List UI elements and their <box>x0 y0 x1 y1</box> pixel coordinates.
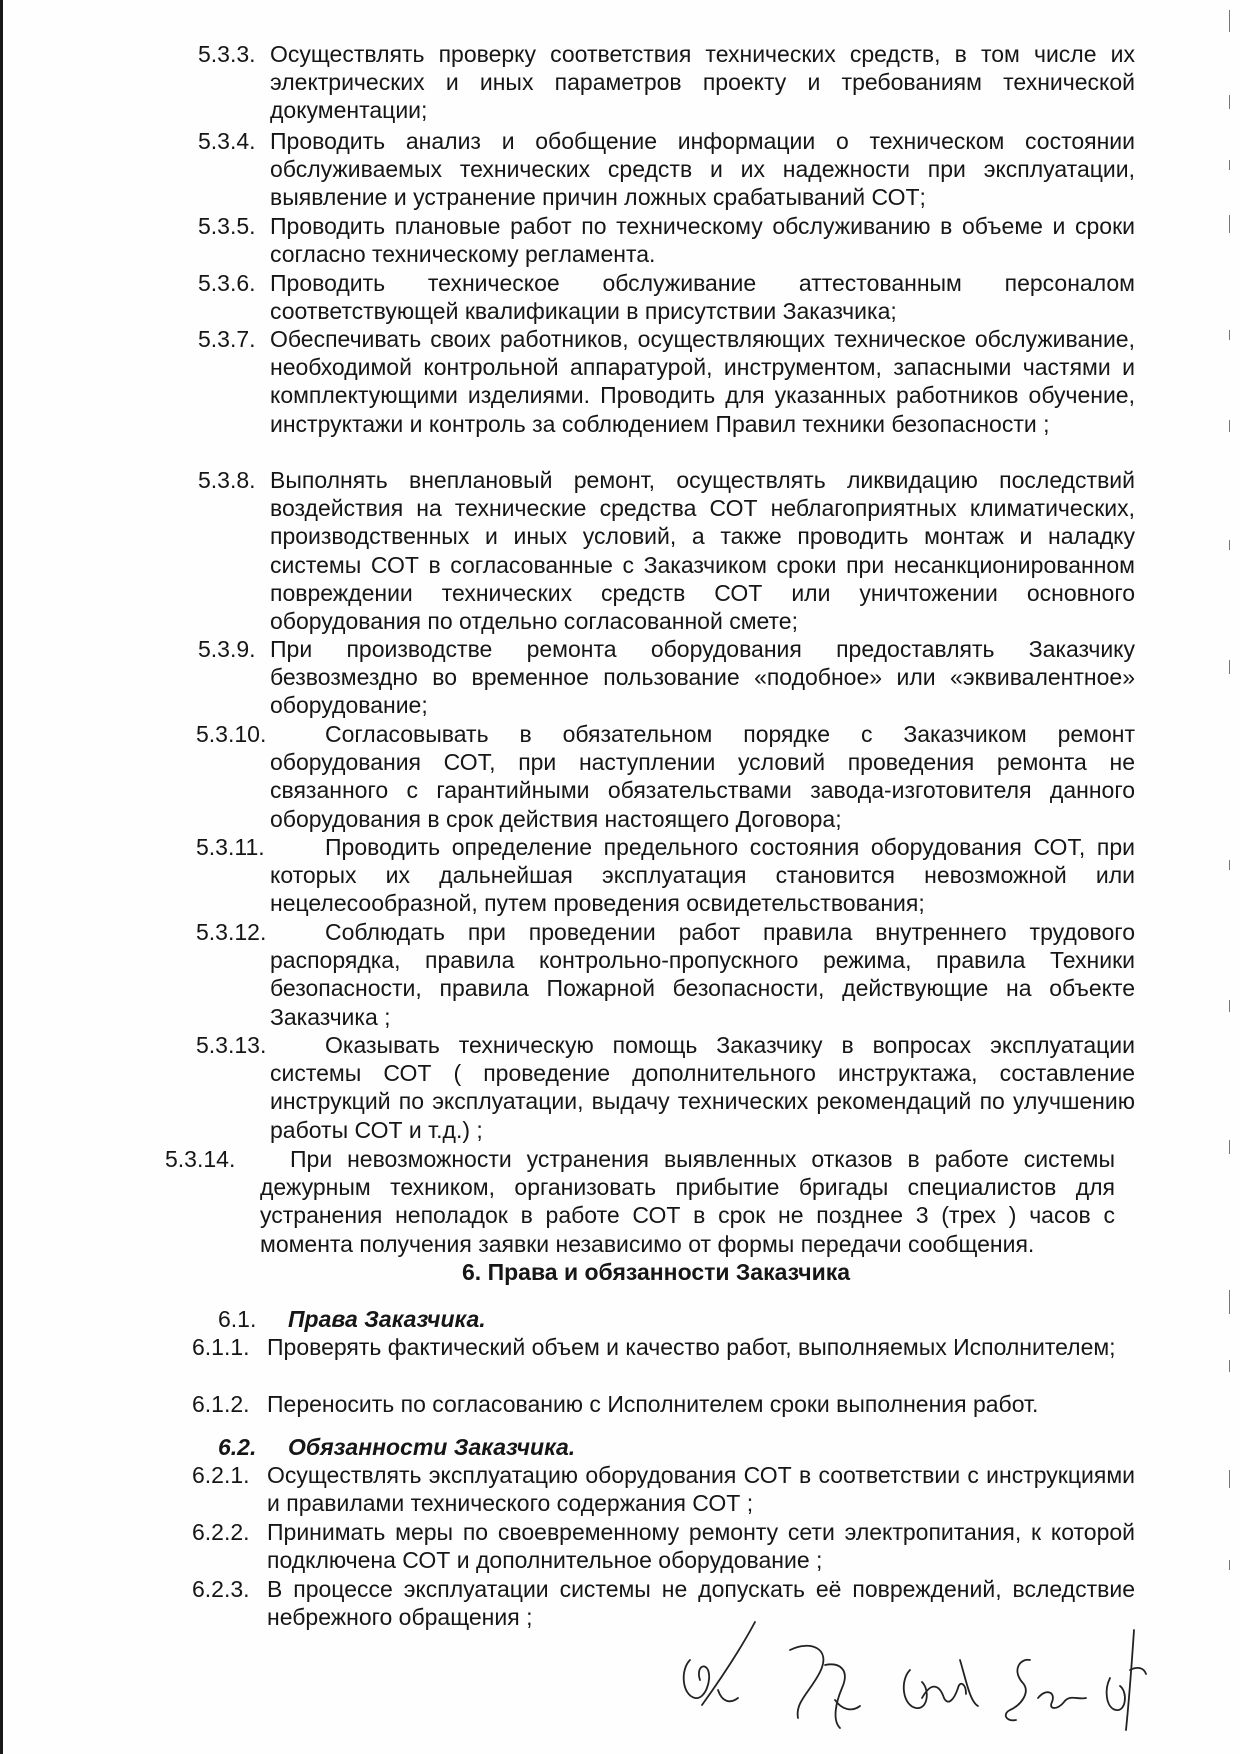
clause-number: 5.3.3. <box>198 41 256 67</box>
clause-text: Выполнять внеплановый ремонт, осуществлять ликвидацию последствий воздействия на технические средства СОТ неблагоприятных климатических, производственных и иных условий, а также проводить монтаж и наладку системы СОТ в согласованные с Заказчиком сроки при несанкционированном повреждении технических средств СОТ или уничтожении основного оборудования по отдельно согласованной смете; <box>270 467 1135 635</box>
clause-text: Оказывать техническую помощь Заказчику в вопросах эксплуатации системы СОТ ( проведение дополнительного инструктажа, составление инструкций по эксплуатации, выдачу технических рекомендаций по улучшению работы СОТ и т.д.) ; <box>270 1032 1135 1143</box>
subsection-title: Права Заказчика. <box>288 1306 486 1332</box>
subsection-title: Обязанности Заказчика. <box>288 1434 576 1460</box>
signature-1 <box>684 1622 755 1705</box>
clause-text: Проводить определение предельного состояния оборудования СОТ, при которых их дальнейшая эксплуатация становится невозможной или нецелесообразной, путем проведения освидетельствования; <box>270 834 1135 917</box>
clause-number: 6.2.2. <box>192 1519 250 1545</box>
clause-number: 5.3.5. <box>198 213 256 239</box>
clause-text: Проводить плановые работ по техническому обслуживанию в объеме и сроки согласно техническому регламента. <box>270 213 1135 268</box>
clause-text: Принимать меры по своевременному ремонту сети электропитания, к которой подключена СОТ и дополнительное оборудование ; <box>267 1519 1135 1574</box>
clause-number: 6.1.1. <box>192 1334 250 1360</box>
clause-text: При производстве ремонта оборудования предоставлять Заказчику безвозмездно во временное пользование «подобное» или «эквивалентное» оборудование; <box>270 636 1135 719</box>
clause-number: 6.2.1. <box>192 1462 250 1488</box>
clause-text: Осуществлять проверку соответствия технических средств, в том числе их электрических и иных параметров проекту и требованиям технической документации; <box>270 41 1135 124</box>
clause-number: 5.3.13. <box>196 1032 267 1058</box>
scan-marks <box>1226 0 1234 1754</box>
subsection-number: 6.2. <box>218 1434 257 1460</box>
clause-number: 5.3.11. <box>196 834 265 860</box>
clause-text: Переносить по согласованию с Исполнителем сроки выполнения работ. <box>267 1391 1039 1417</box>
page-edge <box>0 0 3 1754</box>
clause-number: 5.3.9. <box>198 636 256 662</box>
clause-text: Соблюдать при проведении работ правила внутреннего трудового распорядка, правила контрольно-пропускного режима, правила Техники безопасности, правила Пожарной безопасности, действующие на объекте Заказчика ; <box>270 919 1135 1030</box>
clause-text: При невозможности устранения выявленных отказов в работе системы дежурным техником, организовать прибытие бригады специалистов для устранения неполадок в работе СОТ в срок не позднее 3 (трех ) часов с момента получения заявки независимо от формы передачи сообщения. <box>260 1146 1115 1257</box>
clause-number: 5.3.12. <box>196 919 267 945</box>
clause-number: 5.3.4. <box>198 128 256 154</box>
clause-number: 5.3.10. <box>196 721 267 747</box>
clause-text: Проверять фактический объем и качество работ, выполняемых Исполнителем; <box>267 1334 1116 1360</box>
clause-text: Осуществлять эксплуатацию оборудования СОТ в соответствии с инструкциями и правилами технического содержания СОТ ; <box>267 1462 1135 1517</box>
clause-number: 6.1.2. <box>192 1391 250 1417</box>
clause-text: В процессе эксплуатации системы не допускать её повреждений, вследствие небрежного обращения ; <box>267 1576 1135 1631</box>
section-6-heading: 6. Права и обязанности Заказчика <box>462 1259 851 1285</box>
clause-text: Проводить анализ и обобщение информации о техническом состоянии обслуживаемых технических средств и их надежности при эксплуатации, выявление и устранение причин ложных срабатываний СОТ; <box>270 128 1135 211</box>
clause-number: 5.3.8. <box>198 467 256 493</box>
clause-number: 6.2.3. <box>192 1576 250 1602</box>
clause-number: 5.3.6. <box>198 270 256 296</box>
signature-4 <box>1006 1660 1086 1721</box>
clause-text: Проводить техническое обслуживание аттестованным персоналом соответствующей квалификации в присутствии Заказчика; <box>270 270 1135 325</box>
signature-5 <box>1107 1630 1146 1730</box>
handwritten-signatures <box>660 1610 1160 1750</box>
clause-number: 5.3.14. <box>165 1146 236 1172</box>
clause-number: 5.3.7. <box>198 326 256 352</box>
signature-3 <box>904 1660 978 1708</box>
signature-2 <box>790 1646 860 1728</box>
subsection-number: 6.1. <box>218 1306 257 1332</box>
clause-text: Согласовывать в обязательном порядке с Заказчиком ремонт оборудования СОТ, при наступлении условий проведения ремонта не связанного с гарантийными обязательствами завода-изготовителя данного оборудования в срок действия настоящего Договора; <box>270 721 1135 832</box>
clause-text: Обеспечивать своих работников, осуществляющих техническое обслуживание, необходимой контрольной аппаратурой, инструментом, запасными частями и комплектующими изделиями. Проводить для указанных работников обучение, инструктажи и контроль за соблюдением Правил техники безопасности ; <box>270 326 1135 437</box>
